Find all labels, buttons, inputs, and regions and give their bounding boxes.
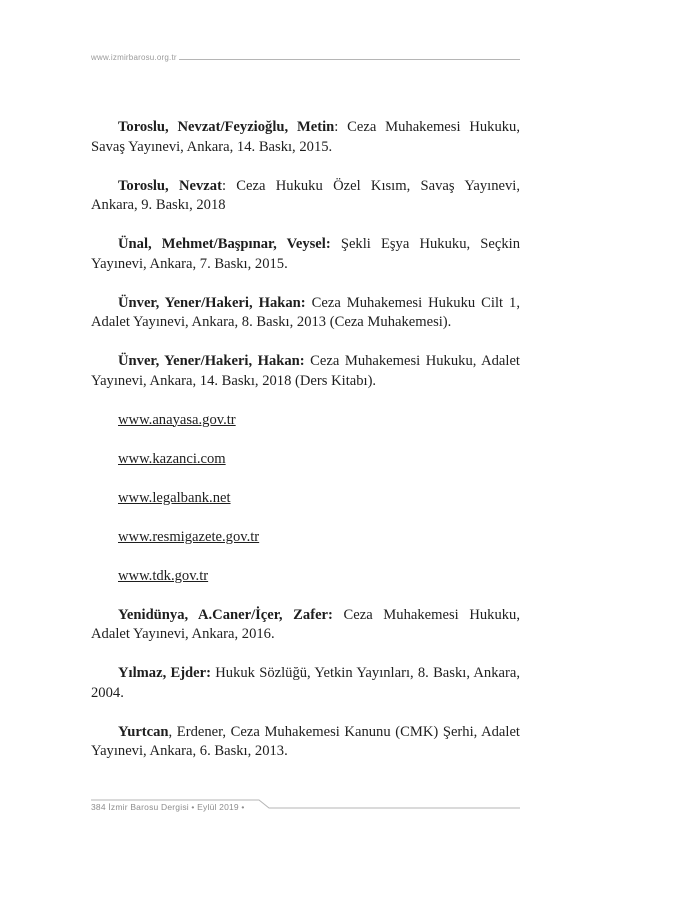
bibliography-entry xyxy=(91,723,520,762)
bibliography-entry xyxy=(91,118,520,157)
entry-citation: Hukuk Sözlüğü, Yetkin Yayınları, 8. Baskı, Ankara, 2004. xyxy=(91,665,520,701)
web-link-legalbank[interactable]: www.legalbank.net xyxy=(118,489,231,506)
bibliography-entry xyxy=(91,294,520,333)
web-link-anayasa[interactable]: www.anayasa.gov.tr xyxy=(118,411,236,428)
web-link-kazanci[interactable]: www.kazanci.com xyxy=(118,450,226,467)
entry-author: Yenidünya, A.Caner/İçer, Zafer: xyxy=(118,606,333,623)
bibliography-entry xyxy=(91,352,520,391)
bibliography xyxy=(91,118,520,781)
web-source xyxy=(91,567,520,587)
web-source xyxy=(91,489,520,509)
bibliography-entry xyxy=(91,606,520,645)
bibliography-entry xyxy=(91,664,520,703)
entry-author: Yurtcan xyxy=(118,723,169,740)
web-source xyxy=(91,450,520,470)
header-rule xyxy=(179,59,520,60)
entry-citation: Ceza Muhakemesi Hukuku, Adalet Yayınevi, Ankara, 14. Baskı, 2018 (Ders Kitabı). xyxy=(91,353,520,389)
entry-citation: : Ceza Muhakemesi Hukuku, Savaş Yayınevi, Ankara, 14. Baskı, 2015. xyxy=(91,119,520,155)
entry-citation: Ceza Muhakemesi Hukuku, Adalet Yayınevi, Ankara, 2016. xyxy=(91,606,520,642)
page-footer xyxy=(91,799,520,815)
web-source xyxy=(91,411,520,431)
header-url: www.izmirbarosu.org.tr xyxy=(91,53,177,62)
web-link-tdk[interactable]: www.tdk.gov.tr xyxy=(118,567,209,584)
page-header xyxy=(91,53,520,67)
entry-author: Ünver, Yener/Hakeri, Hakan: xyxy=(118,294,306,311)
entry-citation: : Ceza Hukuku Özel Kısım, Savaş Yayınevi, Ankara, 9. Baskı, 2018 xyxy=(91,177,521,213)
bibliography-entry xyxy=(91,177,520,216)
entry-citation: Ceza Muhakemesi Hukuku Cilt 1, Adalet Yayınevi, Ankara, 8. Baskı, 2013 (Ceza Muhakemesi). xyxy=(91,294,520,330)
footer-text: 384 İzmir Barosu Dergisi • Eylül 2019 • xyxy=(91,802,245,812)
bibliography-entry xyxy=(91,235,520,274)
entry-author: Yılmaz, Ejder: xyxy=(118,665,211,681)
entry-author: Ünal, Mehmet/Başpınar, Veysel: xyxy=(118,236,331,252)
web-link-resmigazete[interactable]: www.resmigazete.gov.tr xyxy=(118,528,260,545)
entry-author: Ünver, Yener/Hakeri, Hakan: xyxy=(118,353,305,369)
entry-author: Toroslu, Nevzat/Feyzioğlu, Metin xyxy=(118,119,335,135)
entry-citation: , Erdener, Ceza Muhakemesi Kanunu (CMK) Şerhi, Adalet Yayınevi, Ankara, 6. Baskı, 2013. xyxy=(91,723,520,759)
entry-citation: Şekli Eşya Hukuku, Seçkin Yayınevi, Ankara, 7. Baskı, 2015. xyxy=(91,236,520,272)
web-source xyxy=(91,528,520,548)
entry-author: Toroslu, Nevzat xyxy=(118,177,222,194)
